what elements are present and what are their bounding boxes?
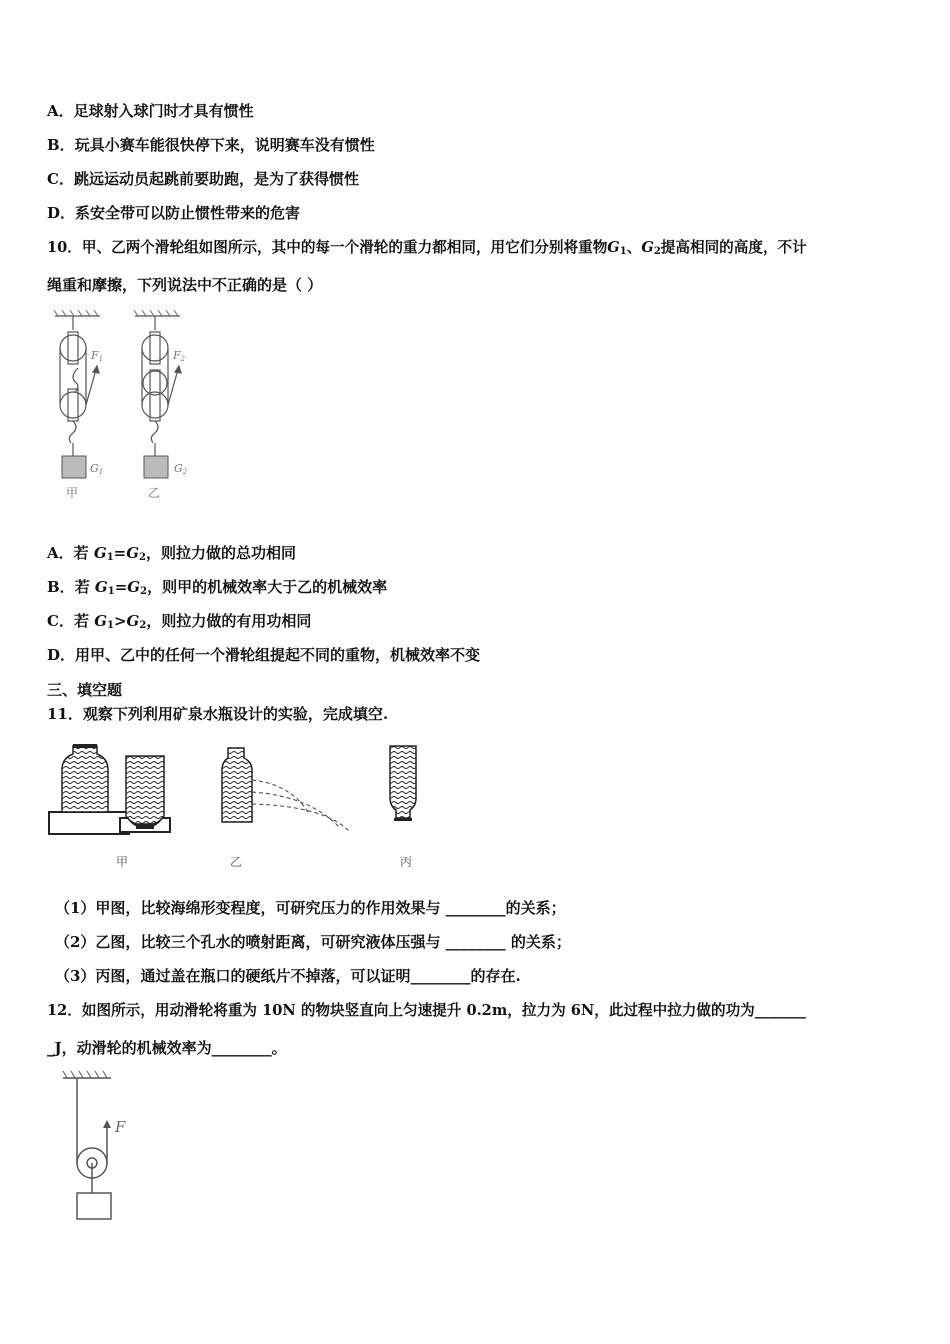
q11-part2: （2）乙图，比较三个孔水的喷射距离，可研究液体压强与 ________ 的关系； — [55, 933, 571, 951]
bottle-jia-upright — [49, 744, 129, 834]
movable-pulley-right — [142, 392, 168, 418]
weight-block-right — [144, 456, 168, 478]
q10-option-d: D．用甲、乙中的任何一个滑轮组提起不同的重物，机械效率不变 — [47, 646, 481, 664]
caption-bing: 丙 — [400, 855, 413, 869]
force-label: F — [115, 1118, 126, 1136]
q11-part3: （3）丙图，通过盖在瓶口的硬纸片不掉落，可以证明________的存在. — [55, 967, 521, 985]
q9-option-d: D．系安全带可以防止惯性带来的危害 — [47, 204, 301, 222]
q10-option-a: A．若 $G_1=G_2$，则拉力做的总功相同 — [47, 544, 297, 563]
q10-option-b: B．若 $G_1=G_2$，则甲的机械效率大于乙的机械效率 — [47, 578, 388, 597]
weight-label-left: G1 — [90, 462, 104, 476]
q11-bottle-figure — [40, 740, 440, 875]
movable-pulley-left — [60, 392, 86, 418]
weight-block-left — [62, 456, 86, 478]
q12-line2: _J，动滑轮的机械效率为________。 — [47, 1039, 287, 1057]
section-title: 三、填空题 — [47, 681, 123, 699]
weight-label-right: G2 — [174, 462, 188, 476]
q11-part1: （1）甲图，比较海绵形变程度，可研究压力的作用效果与 ________的关系； — [55, 899, 566, 917]
q10-option-c: C．若 $G_1>G_2$，则拉力做的有用功相同 — [47, 612, 312, 631]
q9-option-c: C．跳远运动员起跳前要助跑，是为了获得惯性 — [47, 170, 359, 188]
weight-block — [77, 1193, 111, 1219]
fixed-pulley-right — [142, 335, 168, 361]
bottle-bing — [390, 746, 416, 821]
force-label-left: F1 — [91, 349, 104, 363]
caption-jia: 甲 — [66, 486, 79, 500]
bottle-yi — [222, 748, 350, 832]
q10-stem-line2: 绳重和摩擦，下列说法中不正确的是（ ） — [47, 276, 323, 294]
q10-pulley-figure — [40, 308, 200, 508]
force-arrow — [103, 1120, 111, 1128]
q9-option-a: A．足球射入球门时才具有惯性 — [47, 102, 254, 120]
fixed-pulley-left — [60, 335, 86, 361]
caption-yi: 乙 — [230, 855, 243, 869]
caption-yi: 乙 — [148, 486, 161, 500]
caption-jia: 甲 — [116, 855, 129, 869]
bottle-jia-inverted — [120, 756, 170, 832]
q10-stem-line1: 10．甲、乙两个滑轮组如图所示，其中的每一个滑轮的重力都相同，用它们分别将重物$G_1$、$G_2$提高相同的高度，不计 — [47, 239, 807, 257]
q12-line1: 12．如图所示，用动滑轮将重为 10N 的物块竖直向上匀速提升 0.2m，拉力为 6N，此过程中拉力做的功为_______ — [47, 1002, 806, 1019]
q9-option-b: B．玩具小赛车能很快停下来，说明赛车没有惯性 — [47, 136, 375, 154]
force-label-right: F2 — [173, 349, 186, 363]
q12-pulley-figure — [55, 1068, 155, 1228]
q11-stem: 11．观察下列利用矿泉水瓶设计的实验，完成填空. — [47, 705, 389, 723]
